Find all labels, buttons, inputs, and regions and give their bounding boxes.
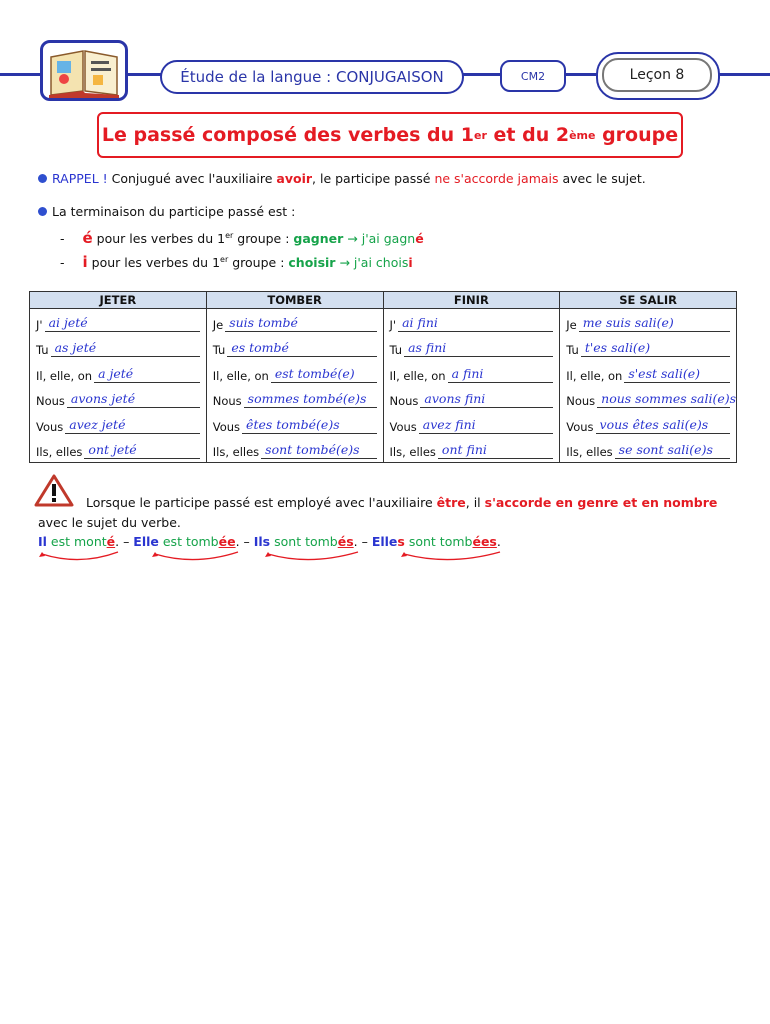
conjugation-cell	[206, 386, 383, 412]
pronoun: Il, elle, on	[212, 368, 269, 383]
pronoun: Ils, elles	[36, 445, 83, 459]
handwritten-answer: se sont sali(e)s	[618, 442, 713, 457]
handwritten-answer: sommes tombé(e)s	[247, 391, 367, 406]
rule-text: pour les verbes du 1	[87, 255, 221, 271]
rappel-line	[38, 171, 646, 187]
answer-line	[579, 314, 730, 332]
pronoun: Vous	[389, 419, 417, 434]
conjugation-cell	[206, 360, 383, 386]
example-sep: . –	[353, 534, 372, 549]
table-row	[30, 437, 737, 463]
conjugation-cell	[383, 360, 560, 386]
rule-text: pour les verbes du 1	[92, 231, 226, 247]
rappel-ne-accorde: ne s'accorde jamais	[434, 171, 559, 186]
dash: -	[60, 231, 65, 247]
handwritten-answer: avons fini	[424, 391, 486, 406]
table-header-row	[30, 292, 737, 309]
title-part: groupe	[595, 124, 679, 146]
example-ending: és	[337, 534, 354, 549]
pronoun: Nous	[566, 394, 596, 408]
ending-letter: i	[82, 253, 88, 272]
rule-sup: er	[225, 231, 234, 240]
example-ending: é	[106, 534, 116, 549]
example-verb: est tomb	[158, 534, 219, 549]
title-sup: ème	[569, 128, 596, 142]
example-verb: sont tomb	[270, 534, 338, 549]
answer-line	[242, 416, 376, 434]
handwritten-answer: ont jeté	[88, 442, 137, 457]
conjugation-cell	[560, 386, 737, 412]
pronoun: Il, elle, on	[389, 368, 446, 383]
agreement-arc	[404, 552, 500, 560]
conjugation-cell	[206, 335, 383, 361]
handwritten-answer: as fini	[408, 340, 447, 355]
pronoun: Tu	[566, 343, 579, 357]
arrow: →	[335, 255, 354, 271]
page-title	[97, 112, 683, 158]
example-subject: Ils	[253, 534, 271, 549]
conjugation-cell	[383, 411, 560, 437]
handwritten-answer: avons jeté	[70, 391, 136, 406]
table-row	[30, 386, 737, 412]
note-accorde: s'accorde en genre et en nombre	[484, 495, 718, 510]
handwritten-answer: me suis sali(e)	[582, 314, 674, 330]
pronoun: Vous	[212, 419, 241, 434]
pronoun: J'	[389, 317, 397, 332]
handwritten-answer: ont fini	[441, 442, 487, 457]
terminaison-intro	[38, 204, 295, 220]
agreement-arc	[155, 552, 238, 560]
pronoun: Nous	[36, 394, 65, 408]
answer-line	[438, 444, 553, 459]
rappel-text: Conjugué avec l'auxiliaire	[107, 171, 277, 186]
example-form: j'ai gagn	[361, 231, 416, 247]
bullet-icon	[38, 207, 47, 216]
lesson-badge: Leçon 8	[602, 58, 712, 92]
answer-line	[597, 391, 737, 408]
pronoun: Il, elle, on	[36, 368, 93, 383]
answer-line	[615, 444, 730, 459]
answer-line	[448, 365, 554, 383]
pronoun: Nous	[212, 394, 242, 408]
pronoun: Tu	[212, 343, 226, 357]
pronoun: Je	[566, 317, 577, 332]
example-subject: Il	[38, 534, 47, 549]
table-row	[30, 360, 737, 386]
rappel-avoir: avoir	[276, 171, 313, 186]
conjugation-cell	[383, 386, 560, 412]
pronoun: Je	[212, 317, 224, 332]
example-subject: Elle	[133, 534, 159, 549]
conjugation-cell	[30, 437, 207, 463]
book-logo-icon	[40, 40, 128, 101]
handwritten-answer: vous êtes sali(e)s	[599, 416, 709, 432]
rappel-label: RAPPEL !	[52, 171, 108, 186]
column-header: FINIR	[383, 292, 560, 309]
answer-line	[94, 365, 200, 383]
terminaison-line-1	[60, 228, 424, 247]
conjugation-cell	[383, 437, 560, 463]
answer-line	[404, 342, 553, 357]
rule-text: groupe :	[228, 255, 289, 271]
answer-line	[420, 393, 553, 408]
subject-pill: Étude de la langue : CONJUGAISON	[160, 60, 464, 94]
warning-icon	[34, 474, 74, 508]
example-subject-plural: s	[397, 534, 405, 549]
handwritten-answer: es tombé	[231, 340, 289, 355]
conjugation-cell	[560, 360, 737, 386]
table-row	[30, 309, 737, 335]
column-header: TOMBER	[206, 292, 383, 309]
answer-line	[67, 393, 200, 408]
example-subject: Elle	[371, 534, 398, 549]
handwritten-answer: s'est sali(e)	[628, 365, 701, 381]
example-ending: ées	[472, 534, 497, 549]
column-header: SE SALIR	[560, 292, 737, 309]
example-verb: sont tomb	[404, 534, 473, 549]
rappel-text: , le participe passé	[312, 171, 435, 186]
pronoun: Ils, elles	[212, 445, 260, 459]
column-header: JETER	[30, 292, 207, 309]
title-sup: er	[474, 128, 487, 142]
pronoun: Ils, elles	[566, 445, 613, 459]
rappel-text: avec le sujet.	[558, 171, 646, 186]
note-text: , il	[465, 495, 485, 510]
note-etre: être	[436, 495, 466, 510]
answer-line	[225, 314, 376, 332]
conjugation-cell	[206, 309, 383, 335]
answer-line	[244, 393, 377, 408]
note-text: Lorsque le participe passé est employé avec l'auxiliaire	[82, 495, 437, 510]
conjugation-table	[29, 291, 737, 463]
rule-text: groupe :	[233, 231, 294, 247]
conjugation-cell	[30, 386, 207, 412]
pronoun: Tu	[389, 343, 403, 357]
terminaison-line-2	[60, 252, 413, 271]
handwritten-answer: avez fini	[422, 416, 476, 432]
handwritten-answer: êtes tombé(e)s	[246, 416, 340, 432]
bullet-icon	[38, 174, 47, 183]
answer-line	[271, 365, 377, 383]
conjugation-cell	[560, 335, 737, 361]
handwritten-answer: ai fini	[402, 314, 438, 330]
conjugation-cell	[30, 335, 207, 361]
terminaison-intro-text: La terminaison du participe passé est :	[52, 204, 296, 219]
handwritten-answer: t'es sali(e)	[584, 340, 651, 355]
answer-line	[419, 416, 553, 434]
example-verb: choisir	[288, 255, 336, 271]
level-badge: CM2	[500, 60, 566, 92]
pronoun: Vous	[566, 419, 594, 434]
answer-line	[596, 416, 730, 434]
example-ending: é	[415, 231, 424, 247]
table-row	[30, 411, 737, 437]
answer-line	[624, 365, 730, 383]
conjugation-cell	[30, 309, 207, 335]
handwritten-answer: a jeté	[98, 365, 134, 381]
example-ending: i	[408, 255, 413, 271]
note-line-2: avec le sujet du verbe.	[38, 515, 181, 530]
handwritten-answer: avez jeté	[69, 416, 126, 432]
answer-line	[45, 314, 200, 332]
note-line-1	[82, 495, 717, 511]
arrow: →	[343, 231, 362, 247]
example-sep: .	[496, 534, 501, 549]
example-sep: . –	[115, 534, 134, 549]
handwritten-answer: suis tombé	[229, 314, 298, 330]
dash: -	[60, 255, 65, 271]
example-verb: gagner	[293, 231, 344, 247]
handwritten-answer: as jeté	[54, 340, 97, 355]
answer-line	[84, 444, 199, 459]
handwritten-answer: nous sommes sali(e)s	[601, 391, 737, 406]
answer-line	[65, 416, 199, 434]
handwritten-answer: sont tombé(e)s	[265, 442, 360, 457]
conjugation-cell	[383, 335, 560, 361]
example-ending: ée	[218, 534, 236, 549]
pronoun: J'	[36, 317, 43, 332]
header-line-left	[0, 73, 44, 76]
table-row	[30, 335, 737, 361]
conjugation-cell	[383, 309, 560, 335]
conjugation-cell	[206, 437, 383, 463]
agreement-arcs	[0, 548, 770, 568]
rule-sup: er	[220, 255, 229, 264]
conjugation-cell	[560, 411, 737, 437]
conjugation-cell	[206, 411, 383, 437]
ending-letter: é	[82, 229, 93, 248]
conjugation-cell	[560, 437, 737, 463]
answer-line	[398, 314, 553, 332]
example-sep: . –	[235, 534, 254, 549]
answer-line	[227, 342, 376, 357]
conjugation-cell	[30, 411, 207, 437]
pronoun: Vous	[36, 419, 64, 434]
answer-line	[51, 342, 200, 357]
handwritten-answer: a fini	[451, 365, 484, 381]
pronoun: Il, elle, on	[566, 368, 623, 383]
agreement-arc	[268, 552, 358, 560]
answer-line	[581, 342, 730, 357]
conjugation-cell	[30, 360, 207, 386]
agreement-arc	[42, 552, 118, 560]
pronoun: Tu	[36, 343, 49, 357]
pronoun: Ils, elles	[389, 445, 436, 459]
pronoun: Nous	[389, 394, 419, 408]
example-verb: est mont	[46, 534, 107, 549]
conjugation-cell	[560, 309, 737, 335]
example-form: j'ai chois	[353, 255, 409, 271]
title-part: Le passé composé des verbes du 1	[101, 124, 475, 146]
handwritten-answer: est tombé(e)	[274, 365, 355, 381]
answer-line	[261, 444, 376, 459]
handwritten-answer: ai jeté	[48, 314, 88, 330]
title-part: et du 2	[486, 124, 570, 146]
